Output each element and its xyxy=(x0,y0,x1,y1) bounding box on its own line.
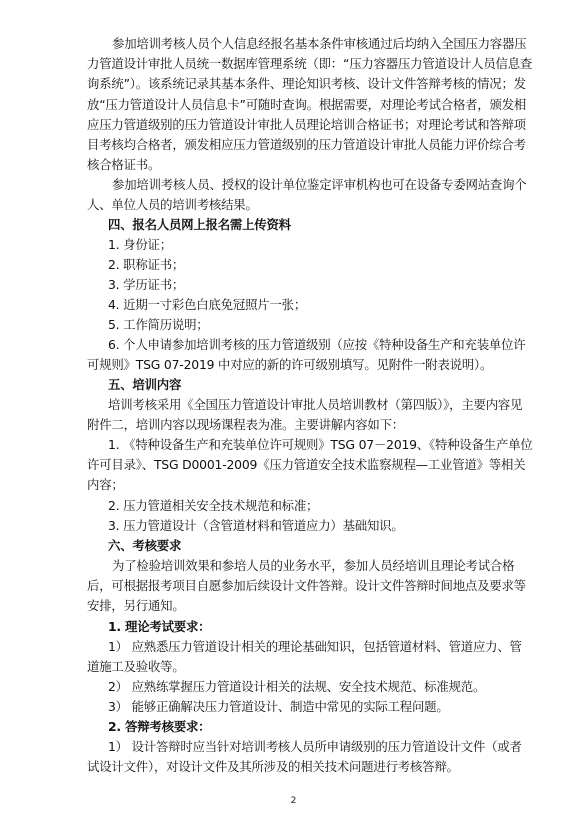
heading-upload-materials: 四、报名人员网上报名需上传资料 xyxy=(108,217,291,232)
list-item: 1） 应熟悉压力管道设计相关的理论基础知识，包括管道材料、管道应力、管道施工及验收等。 xyxy=(87,639,522,675)
paragraph-training-material: 培训考核采用《全国压力管道设计审批人员培训教材（第四版）》，主要内容见附件二，培训内容以现场课程表为准。主要讲解内容如下： xyxy=(87,397,523,433)
heading-training-content: 五、培训内容 xyxy=(108,377,182,392)
list-item: 6. 个人申请参加培训考核的压力管道级别（应按《特种设备生产和充装单位许可规则》TSG 07-2019 中对应的新的许可级别填写。见附件一附表说明）。 xyxy=(87,337,526,373)
list-item: 3. 学历证书； xyxy=(108,277,185,292)
list-item: 2） 应熟练掌握压力管道设计相关的法规、安全技术规范、标准规范。 xyxy=(108,679,486,694)
list-item: 4. 近期一寸彩色白底免冠照片一张； xyxy=(108,297,307,312)
list-item: 1） 设计答辩时应当针对培训考核人员所申请级别的压力管道设计文件（或者试设计文件），对设计文件及其所涉及的相关技术问题进行考核答辩。 xyxy=(87,739,522,775)
paragraph-info-system: 参加培训考核人员个人信息经报名基本条件审核通过后均纳入全国压力容器压力管道设计审批人员统一数据库管理系统（即：“压力容器压力管道设计人员信息查询系统”）。该系统记录其基本条件、理论知识考核、设计文件答辩考核的情况；发放“压力管道设计人员信息卡”可随时查询。根据需要，对理论考试合格者，颁发相应压力管道级别的压力管道设计审批人员理论培训合格证书；对理论考试和答辩项目考核均合格者，颁发相应压力管道级别的压力管道设计审批人员能力评价综合考核合格证书。 xyxy=(87,36,533,173)
list-item: 3） 能够正确解决压力管道设计、制造中常见的实际工程问题。 xyxy=(108,699,449,714)
list-item: 2. 压力管道相关安全技术规范和标准； xyxy=(108,498,319,513)
paragraph-assessment-intro: 为了检验培训效果和参培人员的业务水平，参加人员经培训且理论考试合格后，可根据报考项目自愿参加后续设计文件答辩。设计文件答辩时间地点及要求等安排，另行通知。 xyxy=(87,558,526,614)
list-item: 3. 压力管道设计（含管道材料和管道应力）基础知识。 xyxy=(108,518,404,533)
list-item: 1. 身份证； xyxy=(108,237,172,252)
list-item: 5. 工作简历说明； xyxy=(108,317,209,332)
heading-theory-exam: 1. 理论考试要求： xyxy=(108,619,211,634)
heading-assessment-requirements: 六、考核要求 xyxy=(108,538,182,553)
heading-defense-exam: 2. 答辩考核要求： xyxy=(108,719,211,734)
list-item: 2. 职称证书； xyxy=(108,257,185,272)
paragraph-query-results: 参加培训考核人员、授权的设计单位鉴定评审机构也可在设备专委网站查询个人、单位人员的培训考核结果。 xyxy=(87,177,527,213)
page-number: 2 xyxy=(290,796,297,806)
list-item: 1. 《特种设备生产和充装单位许可规则》TSG 07－2019、《特种设备生产单位许可目录》、TSG D0001-2009《压力管道安全技术监察规程—工业管道》等相关内容； xyxy=(87,437,533,493)
